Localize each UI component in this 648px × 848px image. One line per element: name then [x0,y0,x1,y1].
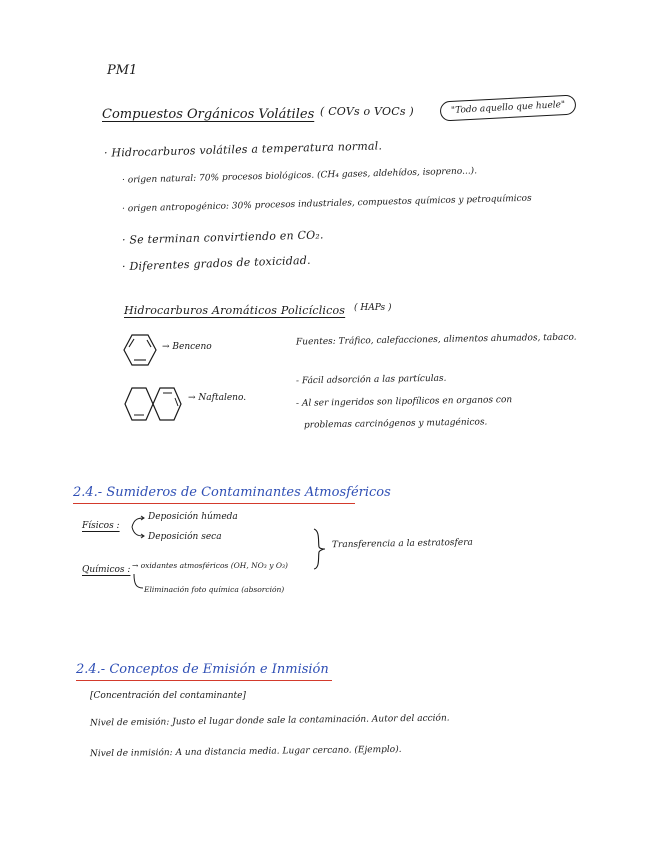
emision-title-underline [76,680,332,681]
haps-fact-lipofilicos: - Al ser ingeridos son lipofílicos en organos con [295,395,513,409]
quote-bubble [440,94,577,121]
oxidantes-atmosfericos: → oxidantes atmosféricos (OH, NO₃ y O₃) [132,561,288,570]
eliminacion-fotoquimica: Eliminación foto química (absorción) [144,585,285,594]
page-label: PM1 [107,63,138,78]
emision-title: 2.4.- Conceptos de Emisión e Inmisión [76,662,329,677]
benzene-icon [122,333,158,367]
vocs-line-co2: · Se terminan convirtiendo en CO₂. [121,228,324,247]
naphthalene-label: → Naftaleno. [188,393,247,403]
fisicos-branch-arrows [130,513,146,541]
vocs-line-origen-natural: · origen natural: 70% procesos biológicos. (CH₄ gases, aldehídos, isopreno...). [121,166,478,186]
vocs-line-hidrocarburos: · Hidrocarburos volátiles a temperatura normal. [103,139,383,160]
quote-text: "Todo aquello que huele" [450,100,566,116]
sumideros-title-underline [73,503,355,504]
vocs-abbrev: ( COVs o VOCs ) [320,105,414,118]
deposicion-humeda: Deposición húmeda [148,512,238,522]
benzene-label: → Benceno [162,342,212,352]
vocs-line-origen-antropogenico: · origen antropogénico: 30% procesos industriales, compuestos químicos y petroquímicos [121,193,532,215]
nivel-inmision: Nivel de inmisión: A una distancia media. Lugar cercano. (Ejemplo). [89,744,402,760]
eliminacion-branch-arrow [132,574,144,592]
deposicion-seca: Deposición seca [148,532,222,542]
haps-abbrev: ( HAPs ) [354,303,392,313]
haps-title: Hidrocarburos Aromáticos Policíclicos [124,304,346,317]
haps-sources: Fuentes: Tráfico, calefacciones, alimentos ahumados, tabaco. [295,332,577,348]
transferencia-estratosfera: Transferencia a la estratosfera [331,537,473,551]
vocs-title: Compuestos Orgánicos Volátiles [102,107,315,122]
concentracion-contaminante: [Concentración del contaminante] [90,691,246,701]
haps-fact-carcinogenos: problemas carcinógenos y mutagénicos. [303,417,488,431]
nivel-emision: Nivel de emisión: Justo el lugar donde sale la contaminación. Autor del acción. [89,713,450,729]
quimicos-label: Químicos : [82,565,131,575]
fisicos-label: Físicos : [82,521,120,531]
vocs-line-toxicidad: · Diferentes grados de toxicidad. [121,253,311,274]
sumideros-title: 2.4.- Sumideros de Contaminantes Atmosféricos [73,485,391,500]
haps-fact-adsorcion: - Fácil adsorción a las partículas. [295,373,447,387]
right-brace [312,528,326,570]
naphthalene-icon [122,384,186,424]
